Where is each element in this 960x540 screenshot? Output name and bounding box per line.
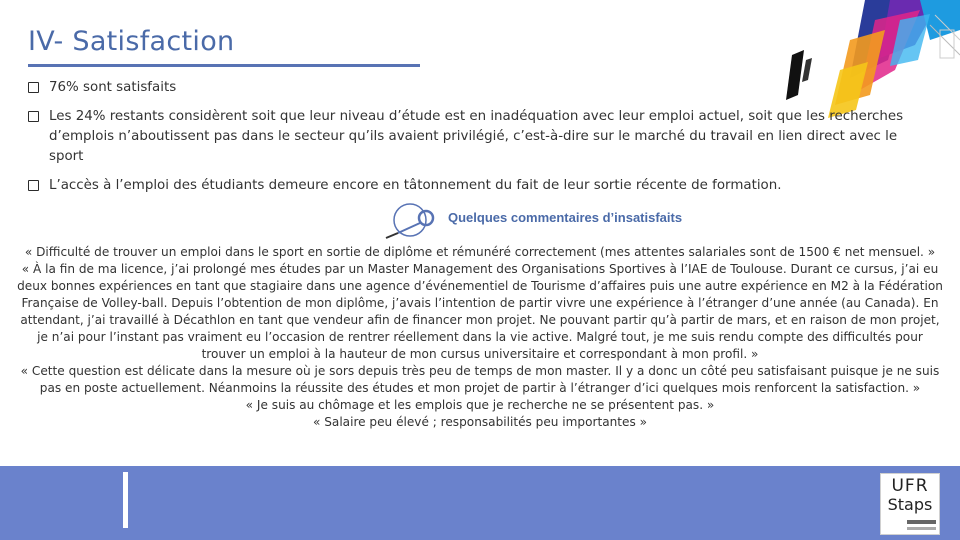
title-underline [28, 64, 420, 67]
bullet-item [28, 176, 918, 196]
bullet-item [28, 107, 918, 167]
bullet-text: Les 24% restants considèrent soit que leur niveau d’étude est en inadéquation avec leur emploi actuel, soit que les recherches d’emplois n’aboutissent pas dans le secteur qu’ils avaient privilégié, c’est-à-dire sur le marché du travail en lien direct avec le sport [49, 109, 904, 164]
comments-block [14, 244, 946, 431]
checkbox-bullet-icon [28, 180, 39, 191]
footer-band [0, 466, 960, 540]
bullet-item [28, 78, 728, 98]
quote-item: « Salaire peu élevé ; responsabilités peu importantes » [312, 415, 648, 429]
comments-heading-label: Quelques commentaires d’insatisfaits [448, 210, 683, 225]
magnifier-icon [380, 200, 442, 244]
checkbox-bullet-icon [28, 82, 39, 93]
quote-item: « Cette question est délicate dans la mesure où je sors depuis très peu de temps de mon master. Il y a donc un côté peu satisfaisant puisque je ne suis pas en poste actuellement. Néanmoins la réussite des études et mon projet de partir à l’étranger d’ici quelques mois renforcent la satisfaction. » [20, 364, 940, 395]
bullet-text: L’accès à l’emploi des étudiants demeure encore en tâtonnement du fait de leur sortie récente de formation. [49, 178, 782, 193]
quote-item: « Je suis au chômage et les emplois que je recherche ne se présentent pas. » [245, 398, 715, 412]
logo-line-2: Staps [887, 495, 933, 514]
page-title: IV- Satisfaction [28, 26, 235, 57]
quote-item: « Difficulté de trouver un emploi dans le sport en sortie de diplôme et rémunéré correctement (mes attentes salariales sont de 1500 € net mensuel. » [24, 245, 936, 259]
bullet-text: 76% sont satisfaits [49, 80, 177, 95]
quote-item: « À la fin de ma licence, j’ai prolongé mes études par un Master Management des Organisations Sportives à l’IAE de Toulouse. Durant ce cursus, j’ai eu deux bonnes expériences en tant que stagiaire dans une agence d’événementiel de Tourisme d’affaires puis une autre expérience en M2 à la Fédération Française de Volley-ball. Depuis l’obtention de mon diplôme, j’avais l’intention de partir vivre une expérience à l’étranger d’une année (au Canada). En attendant, j’ai travaillé à Décathlon en tant que vendeur afin de financer mon projet. Ne pouvant partir qu’à partir de mars, et en raison de mon projet, je n’ai pour l’instant pas vraiment eu l’occasion de rentrer réellement dans la vie active. Malgré tout, je me suis rendu compte des difficultés pour trouver un emploi à la hauteur de mon cursus universitaire et correspondant à mon profil. » [17, 262, 943, 361]
comments-heading [380, 200, 720, 240]
logo-mark [907, 520, 936, 524]
logo-line-1: UFR [891, 476, 929, 496]
footer-divider [123, 472, 128, 528]
checkbox-bullet-icon [28, 111, 39, 122]
logo-mark [907, 527, 936, 530]
ufr-staps-logo [880, 473, 940, 535]
